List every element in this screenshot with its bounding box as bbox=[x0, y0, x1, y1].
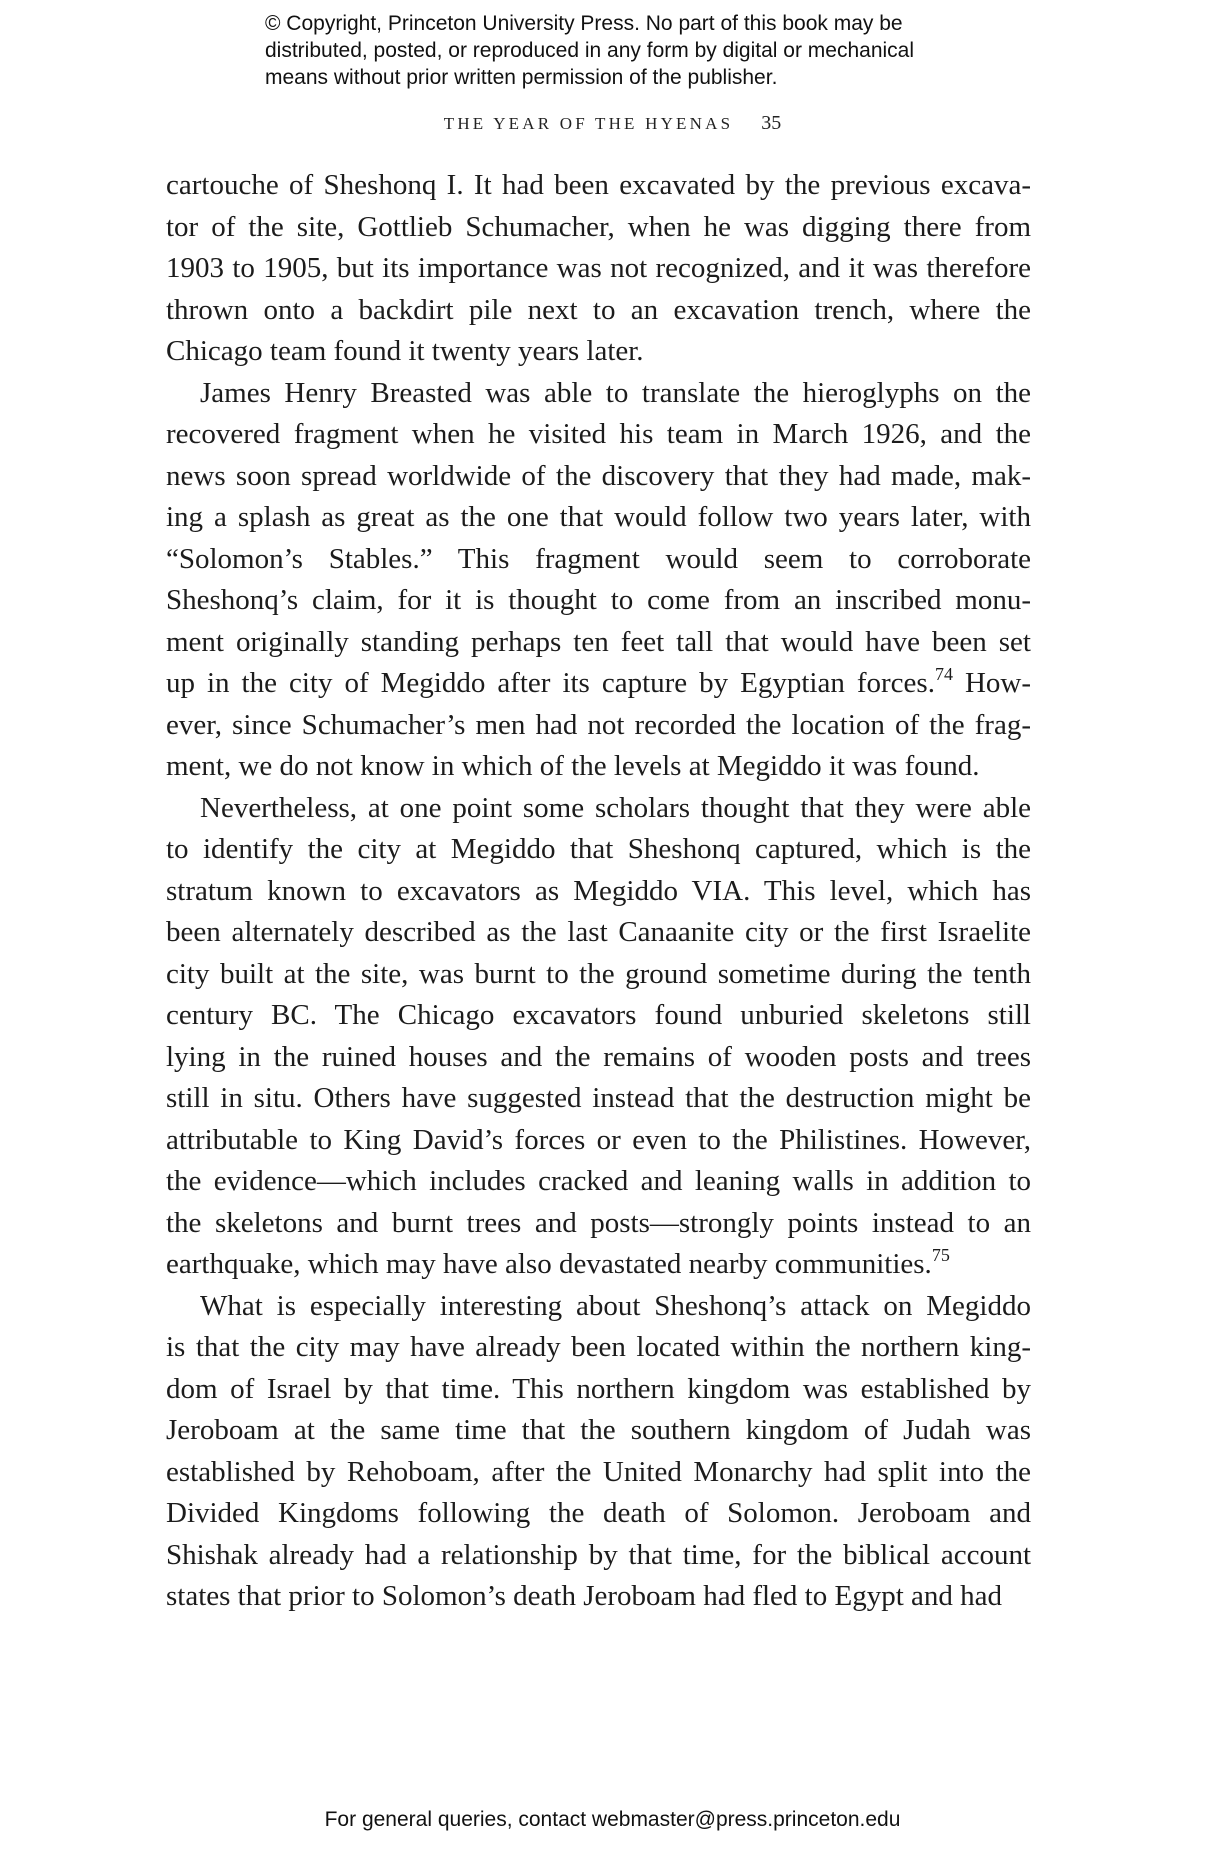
text-line-content: stratum known to excavators as Megiddo VIA. This level, which has bbox=[166, 874, 1031, 907]
text-line-content: earthquake, which may have also devastated nearby communities. bbox=[166, 1248, 932, 1280]
text-line-content: is that the city may have already been located within the northern king- bbox=[166, 1331, 1031, 1363]
text-line-content: the skeletons and burnt trees and posts—strongly points instead to an bbox=[166, 1206, 1031, 1239]
text-line bbox=[166, 1161, 1031, 1203]
text-line bbox=[166, 331, 1031, 373]
footer-contact: For general queries, contact webmaster@press.princeton.edu bbox=[324, 1808, 901, 1831]
text-line-content: ment originally standing perhaps ten feet tall that would have been set bbox=[166, 625, 1031, 658]
text-line-content: recovered fragment when he visited his team in March 1926, and the bbox=[166, 418, 1031, 450]
text-line-content: attributable to King David’s forces or even to the Philistines. However, bbox=[166, 1123, 1031, 1156]
text-line bbox=[166, 995, 1031, 1037]
text-line-content: tor of the site, Gottlieb Schumacher, when he was digging there from bbox=[166, 210, 1031, 243]
text-line bbox=[166, 788, 1031, 830]
text-line-continuation: How- bbox=[952, 667, 1031, 699]
text-line bbox=[166, 456, 1031, 498]
text-line-content: What is especially interesting about Sheshonq’s attack on Megiddo bbox=[200, 1289, 1031, 1322]
text-line bbox=[166, 622, 1031, 664]
text-line bbox=[166, 497, 1031, 539]
text-line bbox=[166, 1203, 1031, 1245]
text-line bbox=[166, 1286, 1031, 1328]
text-line bbox=[166, 1078, 1031, 1120]
body-text bbox=[166, 165, 1031, 1618]
text-line-content: lying in the ruined houses and the remains of wooden posts and trees bbox=[166, 1040, 1031, 1073]
text-line-content: ment, we do not know in which of the levels at Megiddo it was found. bbox=[166, 750, 980, 782]
text-line-content: to identify the city at Megiddo that Sheshonq captured, which is the bbox=[166, 833, 1031, 865]
text-line bbox=[166, 1452, 1031, 1494]
text-line bbox=[166, 1493, 1031, 1535]
text-line bbox=[166, 829, 1031, 871]
text-line bbox=[166, 290, 1031, 332]
text-line-content: “Solomon’s Stables.” This fragment would seem to corroborate bbox=[166, 542, 1031, 575]
text-line-content: 1903 to 1905, but its importance was not recognized, and it was therefore bbox=[166, 252, 1031, 284]
text-line bbox=[166, 1327, 1031, 1369]
text-line-content: James Henry Breasted was able to translate the hieroglyphs on the bbox=[200, 376, 1031, 409]
text-line-content: the evidence—which includes cracked and leaning walls in addition to bbox=[166, 1165, 1031, 1197]
text-line bbox=[166, 705, 1031, 747]
text-line bbox=[166, 207, 1031, 249]
running-head bbox=[0, 112, 1225, 135]
text-line bbox=[166, 1535, 1031, 1577]
text-line-content: been alternately described as the last Canaanite city or the first Israelite bbox=[166, 916, 1031, 948]
text-line bbox=[166, 539, 1031, 581]
copyright-notice bbox=[265, 10, 1025, 91]
text-line bbox=[166, 1576, 1031, 1618]
text-line bbox=[166, 871, 1031, 913]
text-line-content: established by Rehoboam, after the United Monarchy had split into the bbox=[166, 1455, 1031, 1488]
text-line bbox=[166, 1120, 1031, 1162]
text-line-content: Sheshonq’s claim, for it is thought to come from an inscribed monu- bbox=[166, 584, 1031, 616]
text-line bbox=[166, 954, 1031, 996]
text-line bbox=[166, 165, 1031, 207]
text-line-content: dom of Israel by that time. This northern kingdom was established by bbox=[166, 1372, 1031, 1405]
text-line bbox=[166, 1244, 1031, 1286]
text-line bbox=[166, 1037, 1031, 1079]
text-line-content: Shishak already had a relationship by that time, for the biblical account bbox=[166, 1538, 1031, 1571]
text-line bbox=[166, 912, 1031, 954]
copyright-line: © Copyright, Princeton University Press. No part of this book may be bbox=[265, 12, 903, 35]
text-line bbox=[166, 1410, 1031, 1452]
text-line-content: Chicago team found it twenty years later. bbox=[166, 335, 644, 367]
text-line bbox=[166, 373, 1031, 415]
text-line-content: cartouche of Sheshonq I. It had been excavated by the previous excava- bbox=[166, 169, 1031, 201]
text-line-content: Divided Kingdoms following the death of Solomon. Jeroboam and bbox=[166, 1497, 1031, 1529]
text-line bbox=[166, 580, 1031, 622]
text-line bbox=[166, 414, 1031, 456]
copyright-line: distributed, posted, or reproduced in any form by digital or mechanical bbox=[265, 39, 915, 62]
text-line-content: century BC. The Chicago excavators found unburied skeletons still bbox=[166, 999, 1031, 1031]
text-line-content: Nevertheless, at one point some scholars thought that they were able bbox=[200, 791, 1031, 824]
text-line-content: ing a splash as great as the one that would follow two years later, with bbox=[166, 501, 1031, 533]
text-line bbox=[166, 248, 1031, 290]
text-line-content: city built at the site, was burnt to the ground sometime during the tenth bbox=[166, 957, 1031, 990]
text-line bbox=[166, 746, 1031, 788]
copyright-line: means without prior written permission of the publisher. bbox=[265, 66, 778, 89]
text-line-content: still in situ. Others have suggested instead that the destruction might be bbox=[166, 1082, 1031, 1114]
text-line-content: Jeroboam at the same time that the southern kingdom of Judah was bbox=[166, 1414, 1031, 1446]
text-line bbox=[166, 663, 1031, 705]
text-line-content: states that prior to Solomon’s death Jeroboam had fled to Egypt and had bbox=[166, 1580, 1003, 1612]
text-line bbox=[166, 1369, 1031, 1411]
page-number: 35 bbox=[761, 112, 782, 134]
text-line-content: news soon spread worldwide of the discovery that they had made, mak- bbox=[166, 459, 1031, 492]
text-line-content: up in the city of Megiddo after its capture by Egyptian forces. bbox=[166, 667, 935, 699]
footnote-reference: 75 bbox=[931, 1245, 950, 1265]
running-head-title: THE YEAR OF THE HYENAS bbox=[443, 114, 734, 133]
text-line-content: thrown onto a backdirt pile next to an excavation trench, where the bbox=[166, 293, 1031, 326]
footnote-reference: 74 bbox=[934, 664, 953, 684]
text-line-content: ever, since Schumacher’s men had not recorded the location of the frag- bbox=[166, 708, 1031, 741]
